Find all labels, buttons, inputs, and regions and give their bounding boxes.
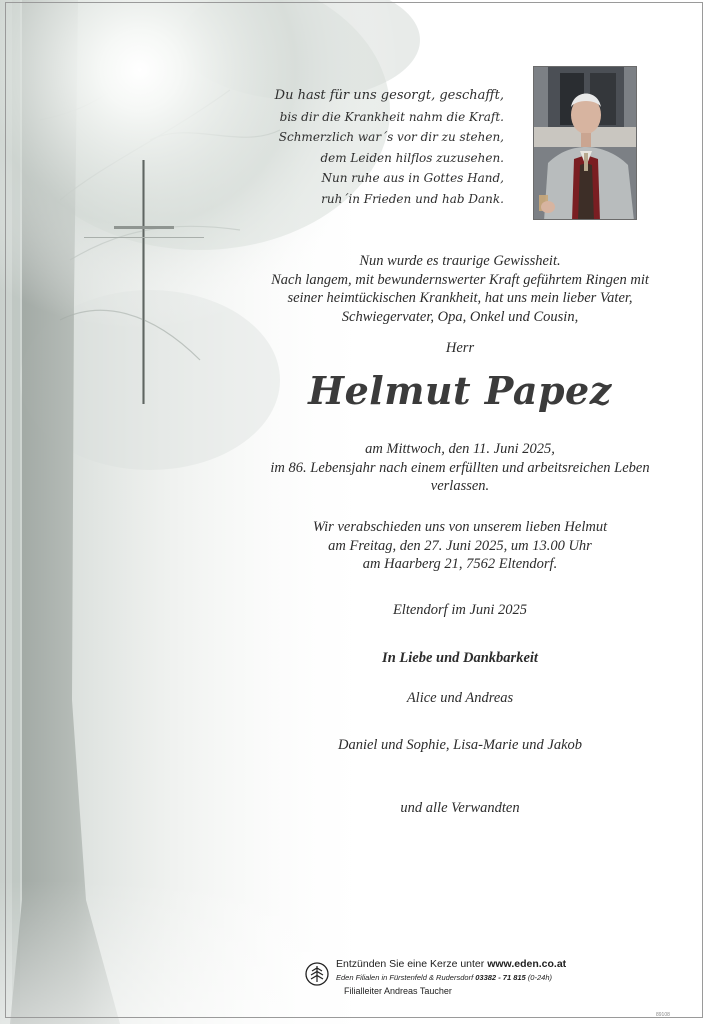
deceased-name: Helmut Papez [308, 368, 612, 413]
poem-line: ruh´in Frieden und hab Dank. [321, 191, 504, 206]
poem-line: Du hast für uns gesorgt, geschafft, [274, 88, 504, 103]
intro-line: Nach langem, mit bewundernswerter Kraft geführtem Ringen mit [271, 271, 649, 288]
death-line: im 86. Lebensjahr nach einem erfüllten und arbeitsreichen Leben [270, 459, 650, 476]
manager-line: Filialleiter Andreas Taucher [344, 986, 452, 996]
intro-line: Schwiegervater, Opa, Onkel und Cousin, [341, 308, 579, 325]
eden-logo-icon [305, 962, 329, 986]
death-line: verlassen. [430, 478, 490, 494]
branches-line [336, 973, 552, 982]
branches-text: Eden Filialen in Fürstenfeld & Rudersdorf [336, 973, 474, 982]
farewell-line: am Haarberg 21, 7562 Eltendorf. [362, 556, 558, 572]
poem [236, 86, 504, 209]
poem-line: Nun ruhe aus in Gottes Hand, [321, 171, 504, 185]
death-line: am Mittwoch, den 11. Juni 2025, [365, 441, 555, 457]
candle-link[interactable]: www.eden.co.at [487, 958, 567, 970]
farewell-info [230, 518, 690, 574]
phone-note: (0-24h) [527, 973, 552, 982]
print-code: 89108 [656, 1012, 670, 1018]
poem-line: dem Leiden hilflos zuzusehen. [320, 150, 504, 165]
portrait-photo [533, 66, 637, 220]
mourners-line: Daniel und Sophie, Lisa-Marie und Jakob [337, 737, 583, 753]
title-herr: Herr [445, 340, 475, 356]
farewell-line: Wir verabschieden uns von unserem lieben Helmut [312, 519, 608, 535]
mourners-line: und alle Verwandten [400, 800, 520, 816]
candle-line [336, 958, 566, 970]
farewell-line: am Freitag, den 27. Juni 2025, um 13.00 Uhr [328, 537, 592, 554]
poem-line: Schmerzlich war´s vor dir zu stehen, [278, 130, 504, 144]
death-notice [230, 440, 690, 496]
portrait-illustration [534, 67, 637, 220]
intro-line: Nun wurde es traurige Gewissheit. [359, 253, 561, 269]
cross-icon [84, 160, 204, 410]
place-date: Eltendorf im Juni 2025 [392, 602, 528, 618]
intro-line: seiner heimtückischen Krankheit, hat uns mein lieber Vater, [287, 290, 633, 306]
intro-text [230, 252, 690, 326]
poem-line: bis dir die Krankheit nahm die Kraft. [279, 109, 504, 124]
closing-line: In Liebe und Dankbarkeit [382, 650, 538, 666]
mourners-line: Alice und Andreas [406, 690, 514, 706]
phone-number: 03382 - 71 815 [475, 973, 526, 982]
candle-text: Entzünden Sie eine Kerze unter [336, 958, 485, 970]
